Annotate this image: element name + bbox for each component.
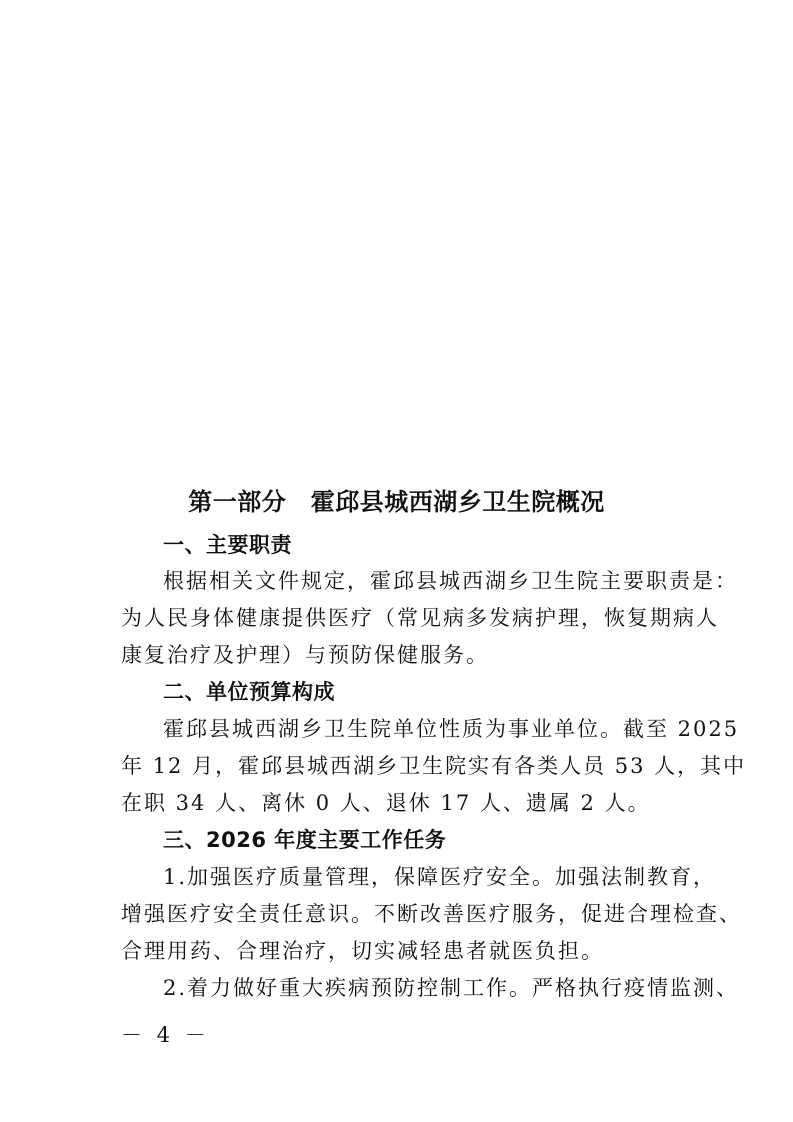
page-number: － 4 － [121,1023,210,1047]
paragraph-line: 2.着力做好重大疾病预防控制工作。严格执行疫情监测、 [163,976,740,1000]
paragraph-line: 根据相关文件规定，霍邱县城西湖乡卫生院主要职责是： [163,569,738,593]
section-heading-duties: 一、主要职责 [163,533,292,557]
paragraph-line: 年 12 月，霍邱县城西湖乡卫生院实有各类人员 53 人，其中 [121,754,747,778]
paragraph-line: 霍邱县城西湖乡卫生院单位性质为事业单位。截至 2025 [163,717,740,741]
paragraph-line: 1.加强医疗质量管理，保障医疗安全。加强法制教育， [163,865,717,889]
paragraph-line: 在职 34 人、离休 0 人、退休 17 人、遗属 2 人。 [121,791,651,815]
paragraph-line: 为人民身体健康提供医疗（常见病多发病护理，恢复期病人 [121,606,719,630]
page-title: 第一部分 霍邱县城西湖乡卫生院概况 [188,488,605,516]
paragraph-line: 增强医疗安全责任意识。不断改善医疗服务，促进合理检查、 [121,902,742,926]
paragraph-line: 合理用药、合理治疗，切实减轻患者就医负担。 [121,939,604,963]
section-heading-budget: 二、单位预算构成 [163,680,335,704]
section-heading-tasks: 三、2026 年度主要工作任务 [163,828,447,852]
paragraph-line: 康复治疗及护理）与预防保健服务。 [121,643,489,667]
